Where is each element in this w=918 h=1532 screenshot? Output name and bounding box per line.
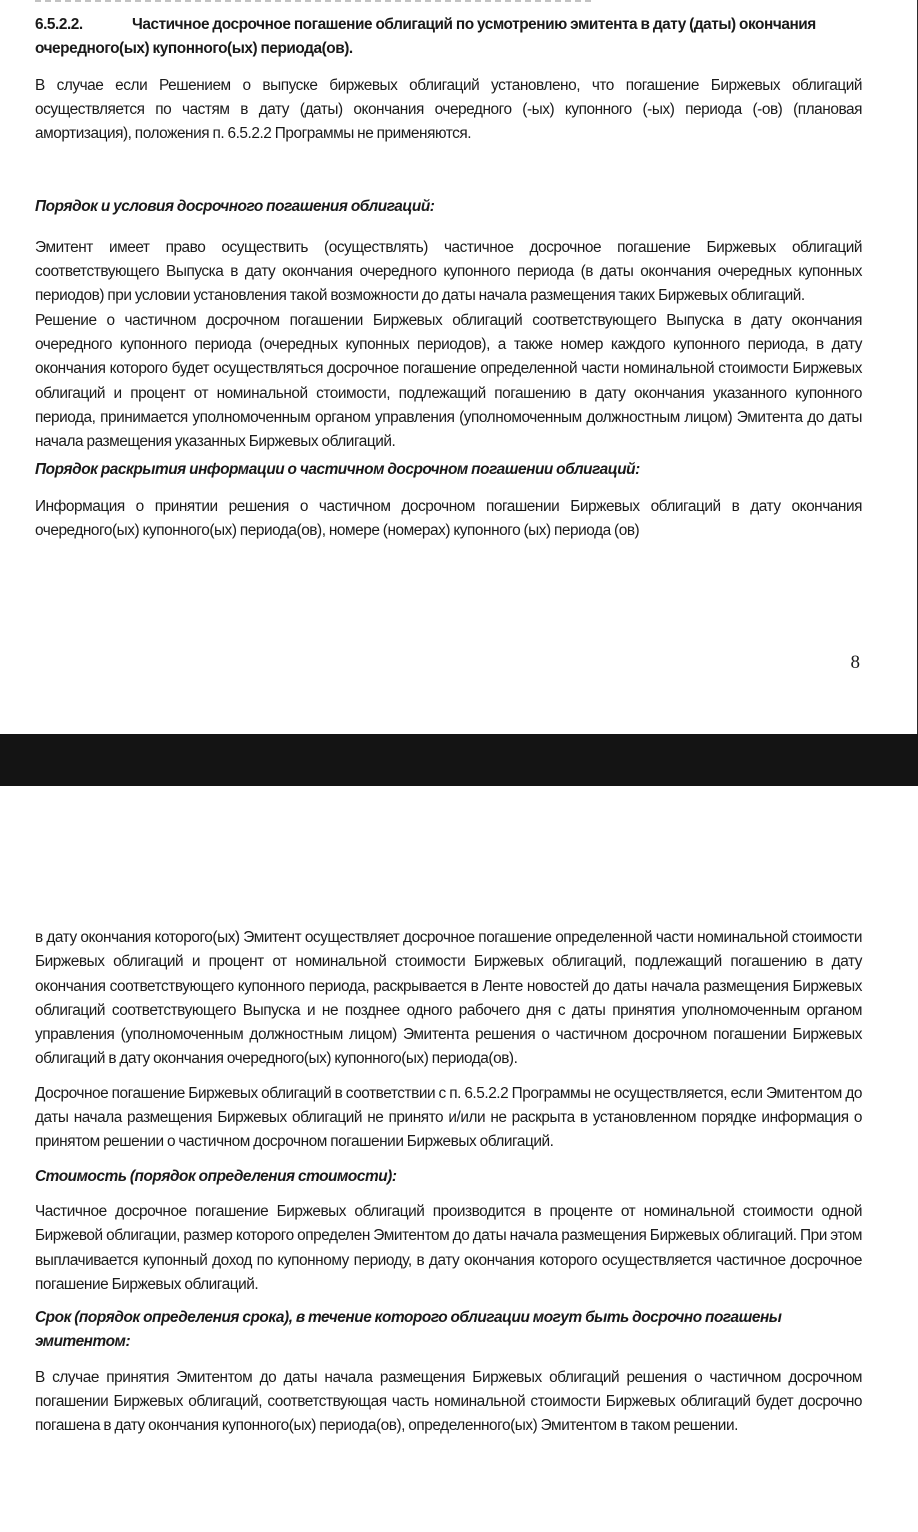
page-number: 8 xyxy=(850,652,860,673)
subhead-procedure: Порядок и условия досрочного погашения облигаций: xyxy=(35,198,435,216)
section-number: 6.5.2.2. xyxy=(35,16,83,33)
section-heading xyxy=(35,13,862,62)
subhead-disclosure: Порядок раскрытия информации о частичном досрочном погашении облигаций: xyxy=(35,461,640,479)
disclosure-paragraph-continued: в дату окончания которого(ых) Эмитент осуществляет досрочное погашение определенной части номинальной стоимости Биржевых облигаций и процент от номинальной стоимости Биржевых облигаций, подлежащий погашению в дату окончания соответствующего купонного периода, раскрывается в Ленте новостей до даты начала размещения Биржевых облигаций соответствующего Выпуска и не позднее одного рабочего дня с даты принятия уполномоченным органом управления (уполномоченным должностным лицом) Эмитента решения о частичном досрочном погашении Биржевых облигаций в дату окончания очередного(ых) купонного(ых) периода(ов). xyxy=(35,929,862,1068)
not-performed-paragraph: Досрочное погашение Биржевых облигаций в соответствии с п. 6.5.2.2 Программы не осуществляется, если Эмитентом до даты начала размещения Биржевых облигаций не принято и/или не раскрыта в установленном порядке информация о принятом решении о частичном досрочном погашении Биржевых облигаций. xyxy=(35,1084,862,1151)
page-separator xyxy=(0,734,918,786)
section-title: Частичное досрочное погашение облигаций по усмотрению эмитента в дату (даты) окончания очередного(ых) купонного(ых) периода(ов). xyxy=(35,16,816,58)
document-page-8 xyxy=(0,0,918,734)
disclosure-paragraph-start: Информация о принятии решения о частичном досрочном погашении Биржевых облигаций в дату окончания очередного(ых) купонного(ых) периода(ов), номере (номерах) купонного (ых) периода (ов) xyxy=(35,497,862,540)
term-paragraph: В случае принятия Эмитентом до даты начала размещения Биржевых облигаций решения о частичном досрочном погашении Биржевых облигаций, соответствующая часть номинальной стоимости Биржевых облигаций будет досрочно погашена в дату окончания купонного(ых) периода(ов), определенного(ых) Эмитентом в таком решении. xyxy=(35,1368,862,1435)
subhead-cost: Стоимость (порядок определения стоимости): xyxy=(35,1167,397,1185)
procedure-paragraph-1: Эмитент имеет право осуществить (осуществлять) частичное досрочное погашение Биржевых облигаций соответствующего Выпуска в дату окончания очередного купонного периода (в даты окончания очередных купонных периодов) при условии установления такой возможности до даты начала размещения таких Биржевых облигаций. xyxy=(35,238,862,305)
document-page-9 xyxy=(0,786,918,1532)
subhead-term: Срок (порядок определения срока), в течение которого облигации могут быть досрочно погашены эмитентом: xyxy=(35,1309,782,1351)
cost-paragraph: Частичное досрочное погашение Биржевых облигаций производится в проценте от номинальной стоимости одной Биржевой облигации, размер которого определен Эмитентом до даты начала размещения Биржевых облигаций. При этом выплачивается купонный доход по купонному периоду, в дату окончания которого осуществляется частичное досрочное погашение Биржевых облигаций. xyxy=(35,1202,862,1293)
intro-paragraph: В случае если Решением о выпуске биржевых облигаций установлено, что погашение Биржевых облигаций осуществляется по частям в дату (даты) окончания очередного (-ых) купонного (-ых) периода (-ов) (плановая амортизация), положения п. 6.5.2.2 Программы не применяются. xyxy=(35,76,862,143)
page-9-content xyxy=(35,926,862,1439)
page-8-content xyxy=(35,13,862,543)
cut-off-previous-line xyxy=(35,0,595,2)
procedure-paragraph-2: Решение о частичном досрочном погашении Биржевых облигаций соответствующего Выпуска в дату окончания очередного купонного периода (очередных купонных периодов), а также номер каждого купонного периода, в дату окончания которого будет осуществляться досрочное погашение определенной части номинальной стоимости Биржевых облигаций и процент от номинальной стоимости, подлежащий погашению в дату окончания указанного купонного периода, принимается уполномоченным органом управления (уполномоченным должностным лицом) Эмитента до даты начала размещения указанных Биржевых облигаций. xyxy=(35,311,862,451)
